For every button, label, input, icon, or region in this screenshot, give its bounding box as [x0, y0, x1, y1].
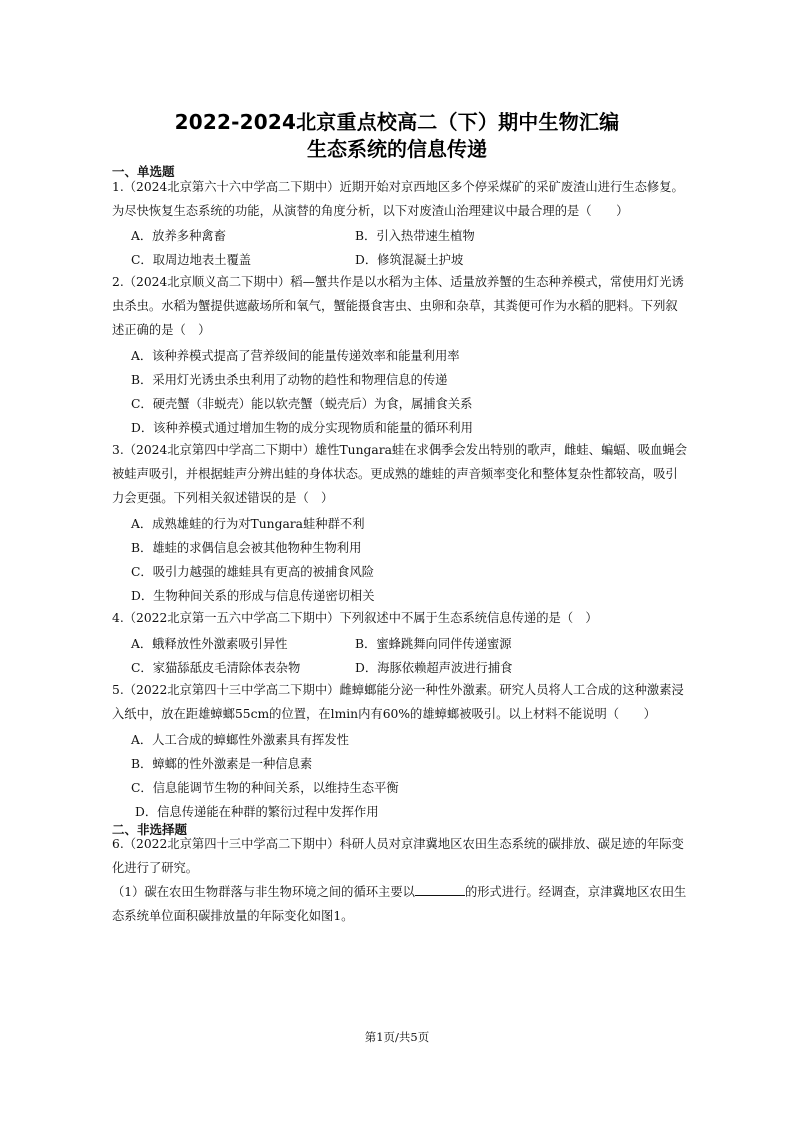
q3-option-c: C．吸引力越强的雄蛙具有更高的被捕食风险: [131, 565, 375, 579]
q1-option-d: D．修筑混凝土护坡: [355, 253, 464, 267]
q2-stem-line3: 述正确的是（ ）: [112, 323, 211, 337]
q6-sub1-text-before: （1）碳在农田生物群落与非生物环境之间的循环主要以: [112, 885, 415, 899]
q5-option-d: D．信息传递能在种群的繁衍过程中发挥作用: [135, 805, 379, 819]
q2-stem-line2: 虫杀虫。水稻为蟹提供遮蔽场所和氧气，蟹能摄食害虫、虫卵和杂草，其粪便可作为水稻的肥料。下列叙: [112, 299, 678, 313]
q1-stem-line2: 为尽快恢复生态系统的功能，从演替的角度分析，以下对废渣山治理建议中最合理的是（ ）: [112, 204, 629, 218]
q3-stem-line1: 3.（2024北京第四中学高二下期中）雄性Tungara蛙在求偶季会发出特别的歌声，雌蛙、蝙蝠、吸血蝇会: [112, 443, 688, 457]
q6-subquestion-1: [112, 884, 692, 900]
q6-stem-line2: 化进行了研究。: [112, 861, 199, 875]
doc-subtitle: 生态系统的信息传递: [307, 137, 487, 161]
q5-option-b: B．蟑螂的性外激素是一种信息素: [131, 757, 313, 771]
q5-option-a: A．人工合成的蟑螂性外激素具有挥发性: [131, 733, 349, 747]
q3-option-b: B．雄蛙的求偶信息会被其他物种生物利用: [131, 541, 362, 555]
q2-option-c: C．硬壳蟹（非蜕壳）能以软壳蟹（蜕壳后）为食，属捕食关系: [131, 397, 473, 411]
section-heading-non-choice: 二、非选择题: [112, 822, 188, 837]
q3-stem-line2: 被蛙声吸引，并根据蛙声分辨出蛙的身体状态。更成熟的雄蛙的声音频率变化和整体复杂性都较高，吸引: [112, 467, 678, 481]
q5-option-c: C．信息能调节生物的种间关系，以维持生态平衡: [131, 781, 399, 795]
q2-stem-line1: 2.（2024北京顺义高二下期中）稻—蟹共作是以水稻为主体、适量放养蟹的生态种养模式，常使用灯光诱: [112, 275, 684, 289]
answer-blank[interactable]: [415, 884, 465, 896]
q1-stem-line1: 1.（2024北京第六十六中学高二下期中）近期开始对京西地区多个停采煤矿的采矿废渣山进行生态修复。: [112, 180, 684, 194]
q3-stem-line3: 力会更强。下列相关叙述错误的是（ ）: [112, 491, 334, 505]
q1-option-c: C．取周边地表土覆盖: [131, 253, 252, 267]
q6-sub1-text-after: 的形式进行。经调查，京津冀地区农田生: [464, 885, 687, 899]
q1-option-a: A．放养多种禽畜: [131, 229, 226, 243]
q5-stem-line1: 5.（2022北京第四十三中学高二下期中）雌蟑螂能分泌一种性外激素。研究人员将人工合成的这种激素浸: [112, 683, 684, 697]
section-heading-single-choice: 一、单选题: [112, 164, 175, 179]
q1-option-b: B．引入热带速生植物: [355, 229, 475, 243]
q4-option-b: B．蜜蜂跳舞向同伴传递蜜源: [355, 637, 512, 651]
q4-option-d: D．海豚依赖超声波进行捕食: [355, 661, 513, 675]
q3-option-a: A．成熟雄蛙的行为对Tungara蛙种群不利: [131, 517, 365, 531]
page-footer: 第1页/共5页: [364, 1030, 430, 1044]
q3-option-d: D．生物种间关系的形成与信息传递密切相关: [131, 589, 375, 603]
doc-title: 2022-2024北京重点校高二（下）期中生物汇编: [174, 110, 620, 134]
q4-stem-line1: 4.（2022北京第一五六中学高二下期中）下列叙述中不属于生态系统信息传递的是（ ）: [112, 611, 598, 625]
q5-stem-line2: 入纸中，放在距雄蟑螂55cm的位置，在lmin内有60%的雄蟑螂被吸引。以上材料不能说明（ ）: [112, 707, 656, 721]
q2-option-a: A．该种养模式提高了营养级间的能量传递效率和能量利用率: [131, 349, 460, 363]
q4-option-a: A．蛾释放性外激素吸引异性: [131, 637, 288, 651]
q4-option-c: C．家猫舔舐皮毛清除体表杂物: [131, 661, 301, 675]
q2-option-b: B．采用灯光诱虫杀虫利用了动物的趋性和物理信息的传递: [131, 373, 448, 387]
q6-subquestion-1-cont: 态系统单位面积碳排放量的年际变化如图1。: [112, 909, 354, 923]
q6-stem-line1: 6.（2022北京第四十三中学高二下期中）科研人员对京津冀地区农田生态系统的碳排放、碳足迹的年际变: [112, 837, 684, 851]
q2-option-d: D．该种养模式通过增加生物的成分实现物质和能量的循环利用: [131, 421, 473, 435]
